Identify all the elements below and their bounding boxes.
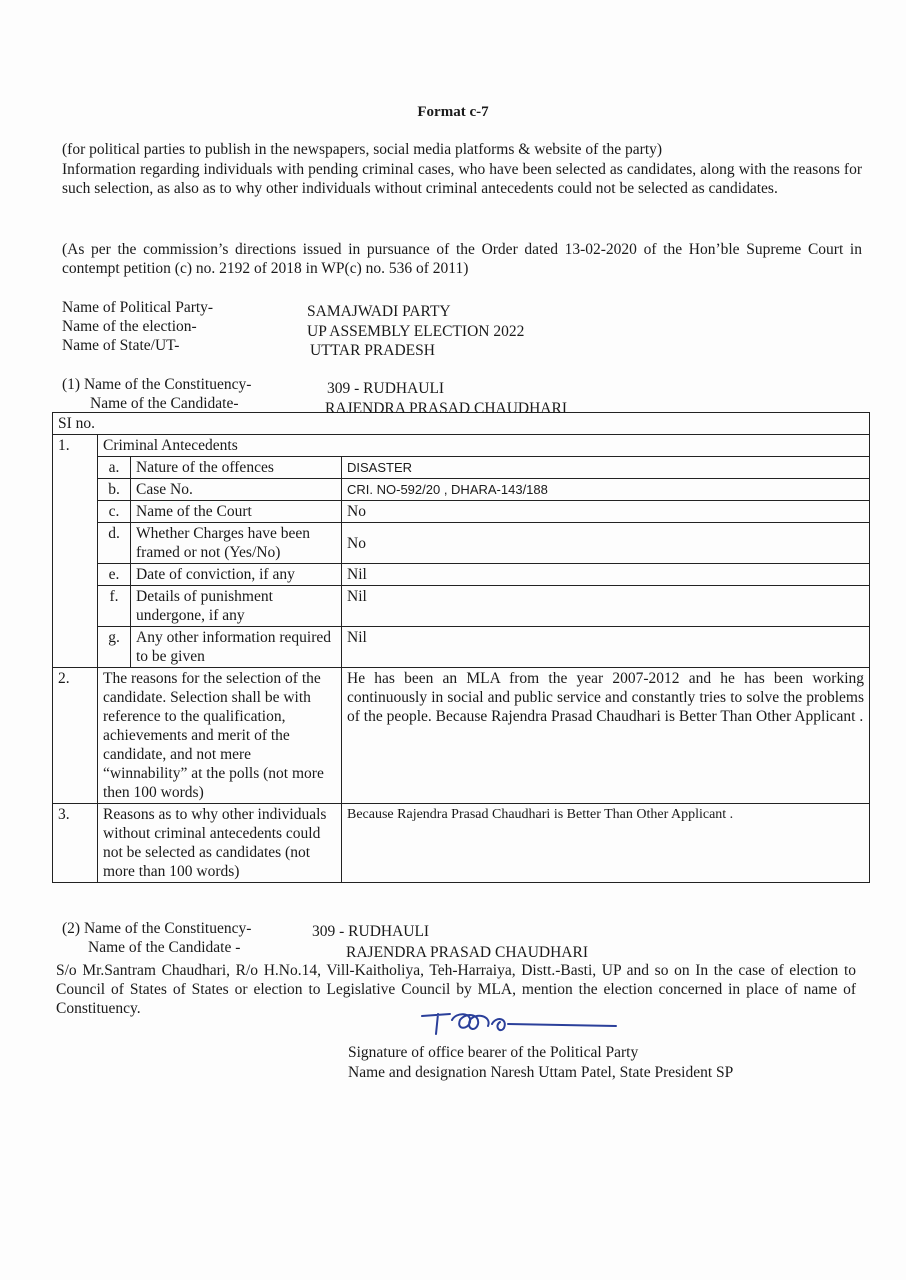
item-value: DISASTER: [342, 457, 870, 479]
table-row: [53, 668, 870, 804]
item-letter: a.: [98, 457, 131, 479]
candidate-2-value: RAJENDRA PRASAD CHAUDHARI: [346, 944, 589, 961]
item-value: Nil: [342, 627, 870, 668]
election-label: Name of the election-: [62, 318, 197, 335]
item-letter: d.: [98, 523, 131, 564]
intro-line-3: (As per the commission’s directions issued in pursuance of the Order dated 13-02-2020 of the Hon’ble Supreme Court in contempt petition (c) no. 2192 of 2018 in WP(c) no. 536 of 2011): [62, 241, 862, 277]
signature-image: [420, 1002, 620, 1042]
item-label: Details of punishment undergone, if any: [131, 586, 342, 627]
other-individuals-reason-value: Because Rajendra Prasad Chaudhari is Better Than Other Applicant .: [342, 804, 870, 883]
designation-line: Name and designation Naresh Uttam Patel, State President SP: [348, 1064, 734, 1081]
intro-line-1: (for political parties to publish in the newspapers, social media platforms & website of the party): [62, 141, 663, 158]
other-individuals-reason-label: Reasons as to why other individuals without criminal antecedents could not be selected as candidates (not more than 100 words): [98, 804, 342, 883]
table-row: [53, 501, 870, 523]
table-header-row: [53, 413, 870, 435]
criminal-antecedents-table: [52, 412, 870, 883]
sl-header: SI no.: [53, 413, 870, 435]
table-row: [53, 523, 870, 564]
format-title: Format c-7: [417, 104, 489, 120]
table-row: [53, 479, 870, 501]
item-letter: b.: [98, 479, 131, 501]
table-row: [53, 586, 870, 627]
item-value: Nil: [342, 586, 870, 627]
selection-reason-value: He has been an MLA from the year 2007-2012 and he has been working continuously in social and public service and constantly tries to solve the problems of the people. Because Rajendra Prasad Chaudhari is Better Than Other Applicant .: [342, 668, 870, 804]
item-value: CRI. NO-592/20 , DHARA-143/188: [342, 479, 870, 501]
table-row: [53, 564, 870, 586]
constituency-2-label: (2) Name of the Constituency-: [62, 920, 252, 937]
election-value: UP ASSEMBLY ELECTION 2022: [307, 323, 525, 340]
party-value: SAMAJWADI PARTY: [307, 303, 451, 320]
item-label: Date of conviction, if any: [131, 564, 342, 586]
item-label: Name of the Court: [131, 501, 342, 523]
candidate-note: S/o Mr.Santram Chaudhari, R/o H.No.14, Vill-Kaitholiya, Teh-Harraiya, Distt.-Basti, UP and so on In the case of election to Council of States of States or election to Legislative Council by MLA, mention the election concerned in place of name of Constituency.: [56, 962, 856, 1017]
item-label: Any other information required to be given: [131, 627, 342, 668]
item-letter: e.: [98, 564, 131, 586]
row-number: 1.: [53, 435, 98, 668]
candidate-2-label: Name of the Candidate -: [88, 939, 241, 956]
intro-line-2: Information regarding individuals with pending criminal cases, who have been selected as candidates, along with the reasons for such selection, as also as to why other individuals without criminal antecedents could not be selected as candidates.: [62, 161, 862, 197]
item-label: Nature of the offences: [131, 457, 342, 479]
item-value: Nil: [342, 564, 870, 586]
candidate-value: RAJENDRA PRASAD CHAUDHARI: [325, 400, 568, 417]
selection-reason-label: The reasons for the selection of the candidate. Selection shall be with reference to the qualification, achievements and merit of the candidate, and not mere “winnability” at the polls (not more then 100 words): [98, 668, 342, 804]
item-label: Case No.: [131, 479, 342, 501]
item-label: Whether Charges have been framed or not (Yes/No): [131, 523, 342, 564]
table-row: [53, 804, 870, 883]
row-number: 3.: [53, 804, 98, 883]
constituency-2-value: 309 - RUDHAULI: [312, 923, 430, 940]
section-heading: Criminal Antecedents: [98, 435, 870, 457]
table-row: [53, 457, 870, 479]
item-value: No: [342, 501, 870, 523]
table-row: [53, 435, 870, 457]
item-letter: f.: [98, 586, 131, 627]
state-label: Name of State/UT-: [62, 337, 180, 354]
constituency-value: 309 - RUDHAULI: [327, 380, 445, 397]
table-row: [53, 627, 870, 668]
signature-caption: Signature of office bearer of the Political Party: [348, 1044, 639, 1061]
item-letter: g.: [98, 627, 131, 668]
candidate-label: Name of the Candidate-: [90, 395, 239, 412]
constituency-label: (1) Name of the Constituency-: [62, 376, 252, 393]
party-label: Name of Political Party-: [62, 299, 214, 316]
row-number: 2.: [53, 668, 98, 804]
item-letter: c.: [98, 501, 131, 523]
state-value: UTTAR PRADESH: [310, 342, 435, 359]
item-value: No: [342, 523, 870, 564]
